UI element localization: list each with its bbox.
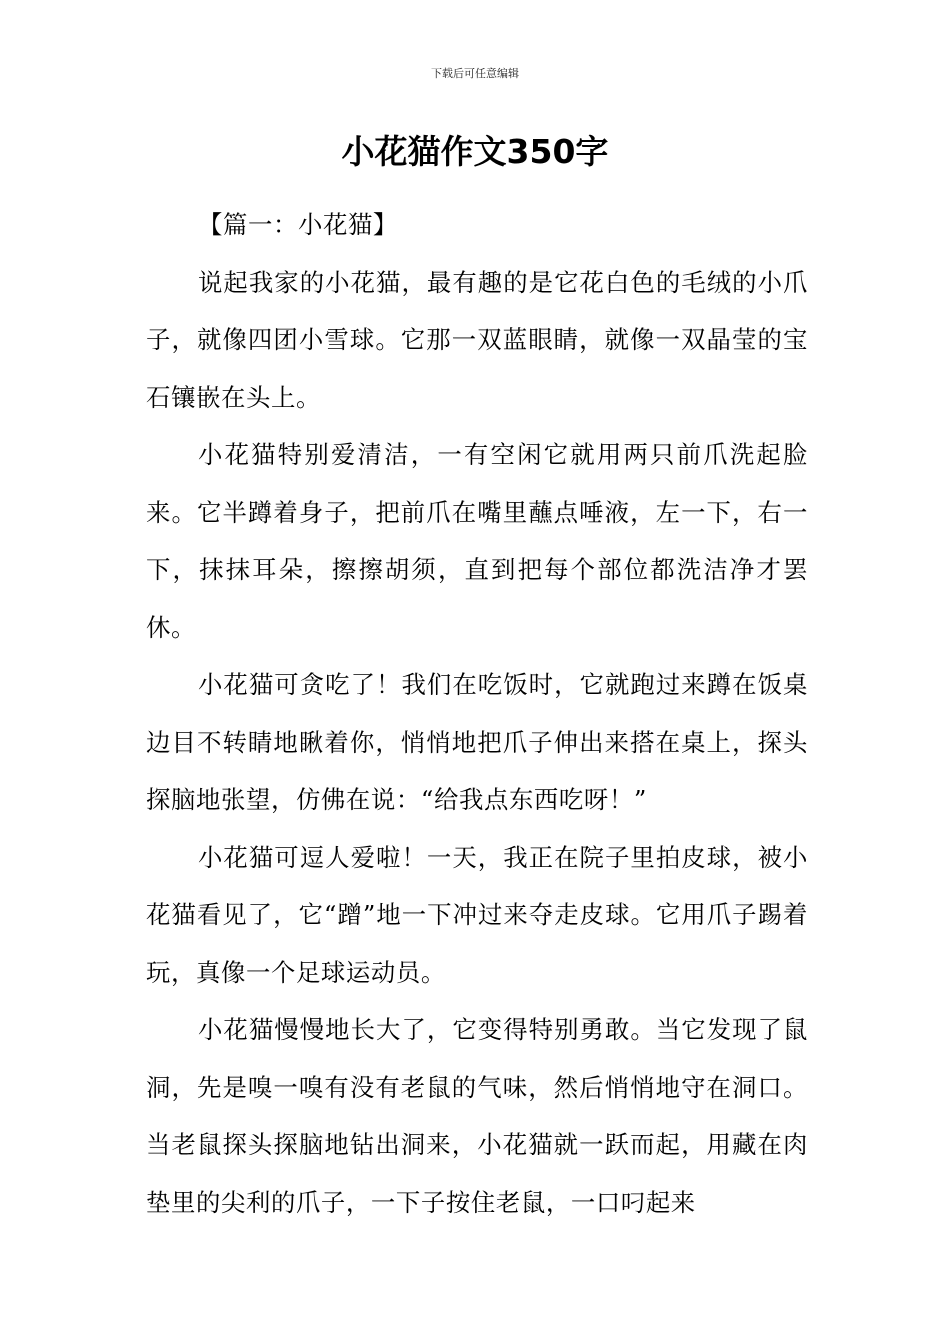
download-note: 下载后可任意编辑 xyxy=(431,67,519,80)
paragraph: 说起我家的小花猫，最有趣的是它花白色的毛绒的小爪子，就像四团小雪球。它那一双蓝眼睛，就像一双晶莹的宝石镶嵌在头上。 xyxy=(146,267,808,412)
section-heading: 【篇一：小花猫】 xyxy=(198,210,398,239)
paragraph: 小花猫可贪吃了！我们在吃饭时，它就跑过来蹲在饭桌边目不转睛地瞅着你，悄悄地把爪子伸出来搭在桌上，探头探脑地张望，仿佛在说：“给我点东西吃呀！” xyxy=(146,670,808,814)
paragraph: 小花猫可逗人爱啦！一天，我正在院子里拍皮球，被小花猫看见了，它“蹭”地一下冲过来夺走皮球。它用爪子踢着玩，真像一个足球运动员。 xyxy=(146,842,808,987)
paragraph: 小花猫特别爱清洁，一有空闲它就用两只前爪洗起脸来。它半蹲着身子，把前爪在嘴里蘸点唾液，左一下，右一下，抹抹耳朵，擦擦胡须，直到把每个部位都洗洁净才罢休。 xyxy=(146,440,808,642)
document-title: 小花猫作文350字 xyxy=(341,132,609,171)
document-body xyxy=(146,196,808,1231)
paragraph: 小花猫慢慢地长大了，它变得特别勇敢。当它发现了鼠洞，先是嗅一嗅有没有老鼠的气味，然后悄悄地守在洞口。当老鼠探头探脑地钻出洞来，小花猫就一跃而起，用藏在肉垫里的尖利的爪子，一下子按住老鼠，一口叼起来 xyxy=(146,1015,808,1217)
